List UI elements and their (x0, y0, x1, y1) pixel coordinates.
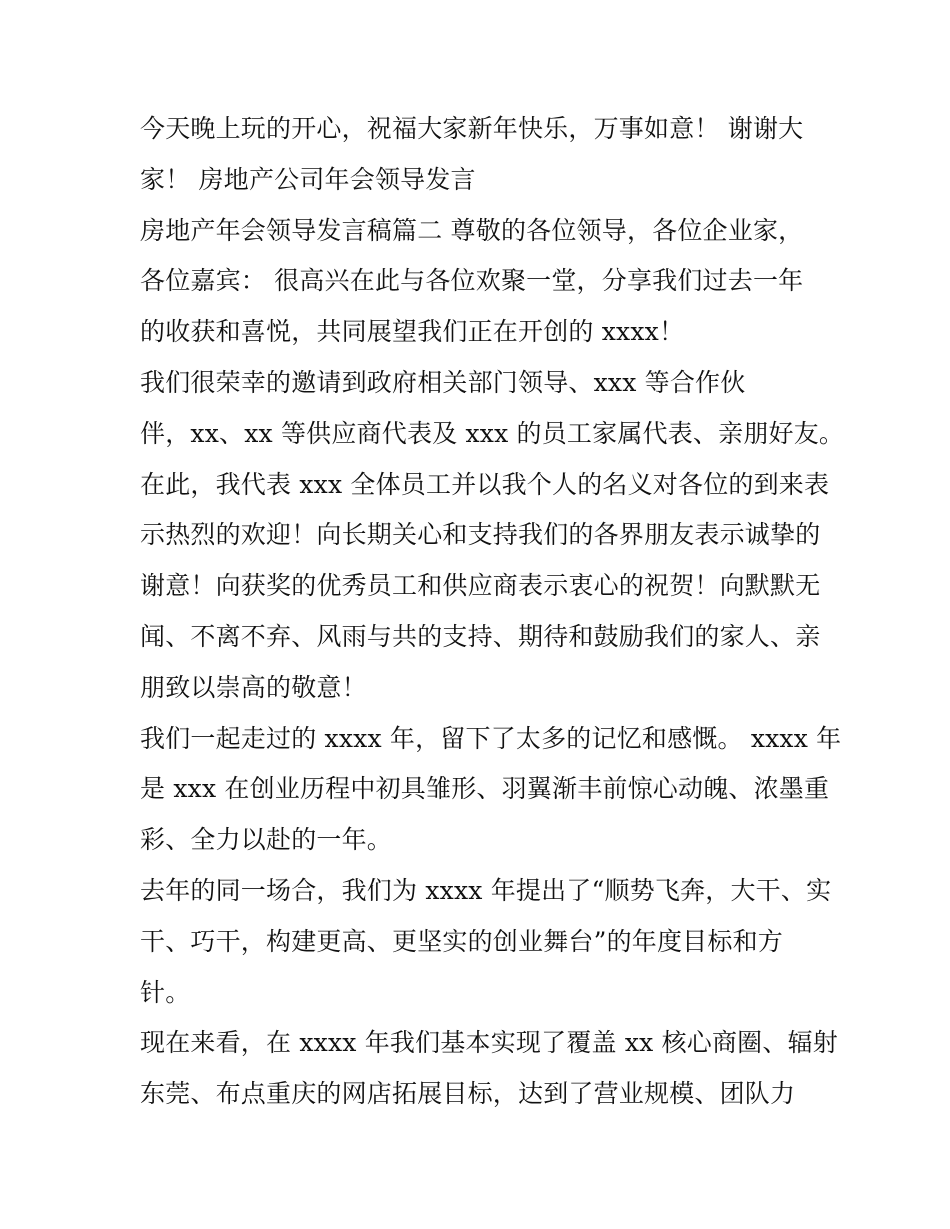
text-line-16: 去年的同一场合，我们为 xxxx 年提出了“顺势飞奔，大干、实 (140, 875, 832, 905)
text-line-6: 我们很荣幸的邀请到政府相关部门领导、xxx 等合作伙 (140, 367, 746, 397)
text-line-18: 针。 (140, 977, 191, 1007)
text-line-12: 朋致以崇高的敬意！ (140, 672, 367, 702)
document-body (140, 104, 845, 1120)
text-line-4: 各位嘉宾： 很高兴在此与各位欢聚一堂，分享我们过去一年 (140, 266, 804, 296)
text-line-1: 今天晚上玩的开心，祝福大家新年快乐，万事如意！ 谢谢大 (140, 114, 804, 143)
text-line-17: 干、巧干，构建更高、更坚实的创业舞台”的年度目标和方 (140, 926, 783, 956)
text-line-19: 现在来看，在 xxxx 年我们基本实现了覆盖 xx 核心商圈、辐射 (140, 1028, 838, 1058)
text-line-8: 在此，我代表 xxx 全体员工并以我个人的名义对各位的到来表 (140, 469, 830, 499)
text-line-13: 我们一起走过的 xxxx 年，留下了太多的记忆和感慨。 xxxx 年 (140, 723, 842, 753)
text-line-9: 示热烈的欢迎！向长期关心和支持我们的各界朋友表示诚挚的 (140, 520, 821, 550)
text-line-7: 伴，xx、xx 等供应商代表及 xxx 的员工家属代表、亲朋好友。 (140, 418, 845, 448)
text-line-15: 彩、全力以赴的一年。 (140, 825, 393, 855)
text-line-2: 家！ 房地产公司年会领导发言 (140, 164, 476, 194)
text-line-14: 是 xxx 在创业历程中初具雏形、羽翼渐丰前惊心动魄、浓墨重 (140, 774, 830, 804)
text-line-3: 房地产年会领导发言稿篇二 尊敬的各位领导，各位企业家， (140, 215, 804, 245)
text-line-5: 的收获和喜悦，共同展望我们正在开创的 xxxx！ (140, 317, 685, 347)
text-line-10: 谢意！向获奖的优秀员工和供应商表示衷心的祝贺！向默默无 (140, 571, 821, 601)
text-line-20: 东莞、布点重庆的网店拓展目标，达到了营业规模、团队力 (140, 1079, 796, 1109)
text-line-11: 闻、不离不弃、风雨与共的支持、期待和鼓励我们的家人、亲 (140, 621, 821, 651)
